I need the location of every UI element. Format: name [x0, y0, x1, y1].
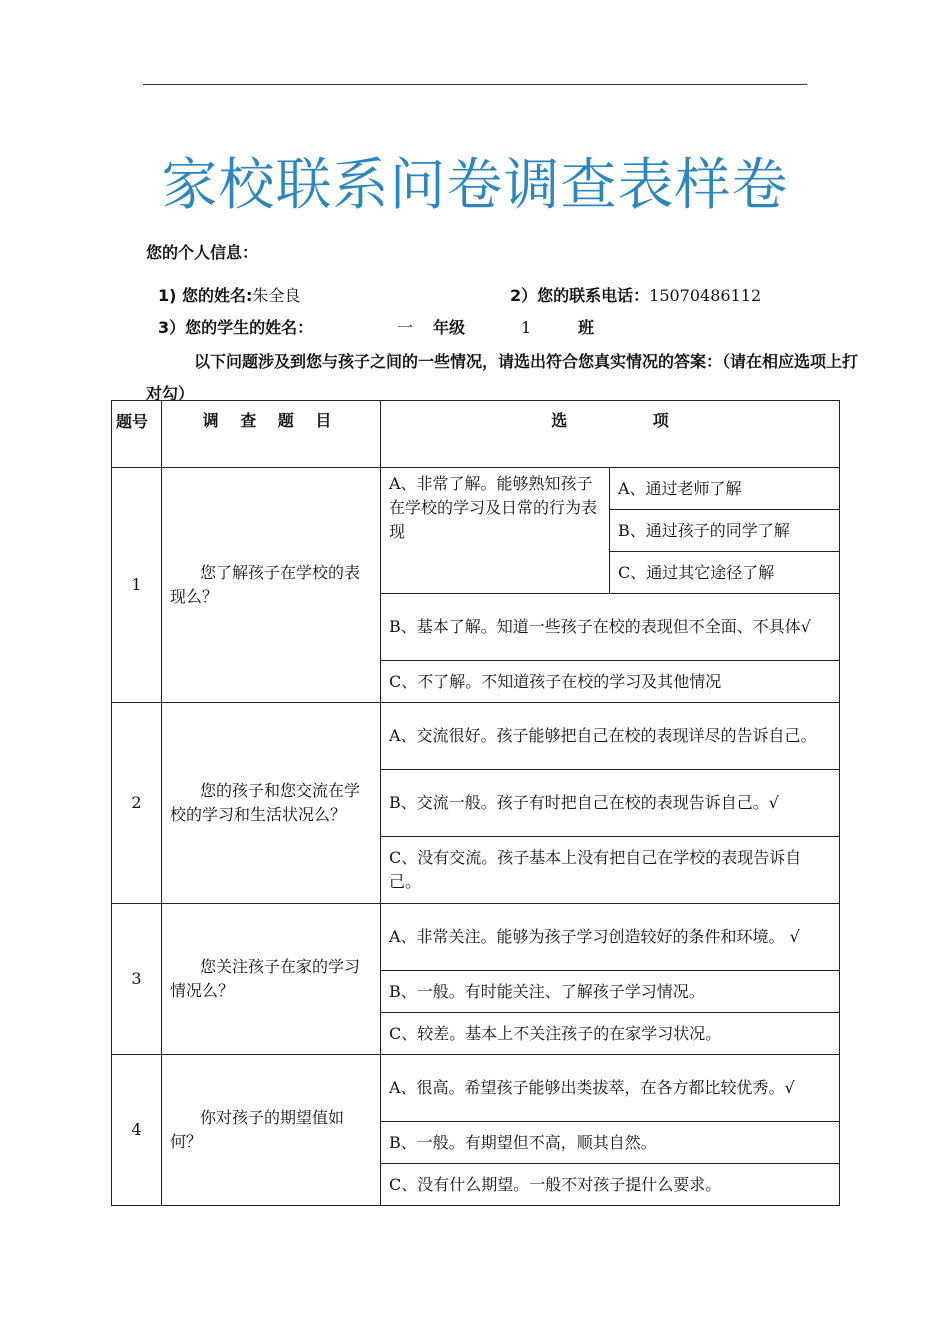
table-row	[112, 703, 840, 770]
q3-number: 3	[112, 904, 162, 1055]
header-number: 题号	[112, 401, 162, 468]
name-line	[158, 285, 300, 307]
q4-option-c[interactable]: C、没有什么期望。一般不对孩子提什么要求。	[381, 1164, 840, 1206]
q2-option-a[interactable]: A、交流很好。孩子能够把自己在校的表现详尽的告诉自己。	[381, 703, 840, 770]
q2-number: 2	[112, 703, 162, 904]
page-title: 家校联系问卷调查表样卷	[161, 153, 789, 218]
header-options: 选 项	[381, 401, 840, 468]
student-label: 3）您的学生的姓名：	[158, 318, 314, 337]
q2-option-c[interactable]: C、没有交流。孩子基本上没有把自己在学校的表现告诉自己。	[381, 837, 840, 904]
q1-number: 1	[112, 468, 162, 703]
q1-question: 您了解孩子在学校的表现么？	[162, 468, 381, 703]
q4-number: 4	[112, 1055, 162, 1206]
q1-option-a-sub-1[interactable]: A、通过老师了解	[610, 468, 840, 510]
q2-option-b[interactable]: B、交流一般。孩子有时把自己在校的表现告诉自己。√	[381, 770, 840, 837]
q3-question: 您关注孩子在家的学习情况么？	[162, 904, 381, 1055]
q1-option-a[interactable]: A、非常了解。能够熟知孩子在学校的学习及日常的行为表现	[381, 468, 610, 594]
q1-option-a-sub-2[interactable]: B、通过孩子的同学了解	[610, 510, 840, 552]
q3-option-a[interactable]: A、非常关注。能够为孩子学习创造较好的条件和环境。 √	[381, 904, 840, 971]
grade-label: 年级	[433, 318, 466, 337]
q1-option-c[interactable]: C、不了解。不知道孩子在校的学习及其他情况	[381, 661, 840, 703]
table-row	[112, 1055, 840, 1122]
q3-option-c[interactable]: C、较差。基本上不关注孩子的在家学习状况。	[381, 1013, 840, 1055]
top-rule	[143, 84, 807, 85]
q2-question: 您的孩子和您交流在学校的学习和生活状况么？	[162, 703, 381, 904]
name-label: 1) 您的姓名:	[158, 286, 253, 305]
table-row	[112, 468, 840, 510]
instruction-text: 以下问题涉及到您与孩子之间的一些情况，请选出符合您真实情况的答案：（请在相应选项上打对勾）	[146, 352, 859, 403]
table-row	[112, 904, 840, 971]
q1-option-a-sub-3[interactable]: C、通过其它途径了解	[610, 552, 840, 594]
student-line	[158, 317, 313, 339]
q4-question: 你对孩子的期望值如何？	[162, 1055, 381, 1206]
survey-table	[111, 400, 840, 1206]
table-header-row	[112, 401, 840, 468]
phone-line	[510, 285, 761, 307]
class-value: 1	[521, 318, 532, 337]
grade-value: 一	[397, 318, 414, 337]
info-heading: 您的个人信息：	[146, 243, 259, 262]
q4-option-b[interactable]: B、一般。有期望但不高，顺其自然。	[381, 1122, 840, 1164]
phone-value: 15070486112	[649, 286, 762, 305]
q3-option-b[interactable]: B、一般。有时能关注、了解孩子学习情况。	[381, 971, 840, 1013]
q4-option-a[interactable]: A、很高。希望孩子能够出类拔萃，在各方都比较优秀。√	[381, 1055, 840, 1122]
header-question: 调 查 题 目	[162, 401, 381, 468]
q1-option-b[interactable]: B、基本了解。知道一些孩子在校的表现但不全面、不具体√	[381, 594, 840, 661]
phone-label: 2）您的联系电话：	[510, 286, 650, 305]
name-value: 朱全良	[252, 286, 301, 305]
class-label: 班	[578, 318, 595, 337]
